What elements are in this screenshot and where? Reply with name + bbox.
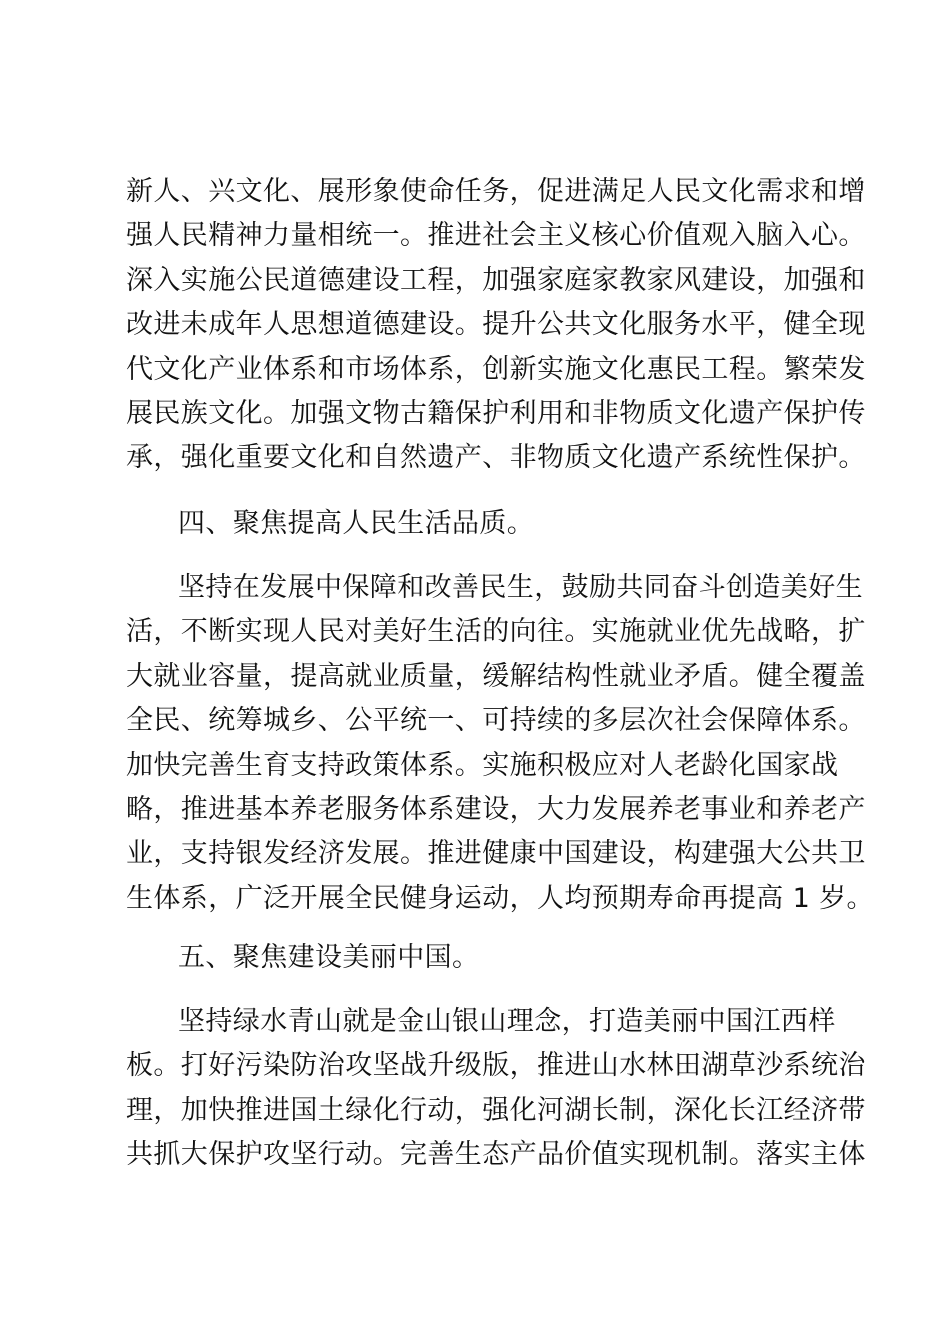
paragraph-culture	[126, 170, 866, 481]
paragraph-line: 共抓大保护攻坚行动。完善生态产品价值实现机制。落实主体	[126, 1139, 866, 1171]
paragraph-line: 活，不断实现人民对美好生活的向往。实施就业优先战略，扩	[126, 616, 866, 648]
paragraph-line: 展民族文化。加强文物古籍保护利用和非物质文化遗产保护传	[126, 397, 866, 429]
paragraph-line: 生体系，广泛开展全民健身运动，人均预期寿命再提高 1 岁。	[126, 882, 874, 914]
paragraph-livelihood	[126, 566, 874, 921]
paragraph-line: 坚持绿水青山就是金山银山理念，打造美丽中国江西样	[178, 1006, 836, 1037]
paragraph-line: 深入实施公民道德建设工程，加强家庭家教家风建设，加强和	[126, 264, 866, 296]
paragraph-line: 加快完善生育支持政策体系。实施积极应对人老龄化国家战	[126, 749, 839, 781]
paragraph-line: 板。打好污染防治攻坚战升级版，推进山水林田湖草沙系统治	[126, 1050, 866, 1082]
paragraph-ecology	[126, 1000, 866, 1178]
section-heading-5: 五、聚焦建设美丽中国。	[178, 942, 480, 973]
section-heading-4: 四、聚焦提高人民生活品质。	[178, 508, 535, 539]
paragraph-line: 大就业容量，提高就业质量，缓解结构性就业矛盾。健全覆盖	[126, 660, 866, 692]
paragraph-line: 理，加快推进国土绿化行动，强化河湖长制，深化长江经济带	[126, 1094, 866, 1126]
paragraph-line: 承，强化重要文化和自然遗产、非物质文化遗产系统性保护。	[126, 442, 866, 474]
paragraph-line: 代文化产业体系和市场体系，创新实施文化惠民工程。繁荣发	[126, 353, 866, 385]
paragraph-line: 业，支持银发经济发展。推进健康中国建设，构建强大公共卫	[126, 838, 866, 870]
paragraph-line: 坚持在发展中保障和改善民生，鼓励共同奋斗创造美好生	[178, 572, 863, 603]
paragraph-line: 改进未成年人思想道德建设。提升公共文化服务水平，健全现	[126, 309, 866, 341]
paragraph-line: 全民、统筹城乡、公平统一、可持续的多层次社会保障体系。	[126, 705, 866, 737]
paragraph-line: 新人、兴文化、展形象使命任务，促进满足人民文化需求和增	[126, 176, 866, 207]
paragraph-line: 略，推进基本养老服务体系建设，大力发展养老事业和养老产	[126, 793, 866, 825]
paragraph-line: 强人民精神力量相统一。推进社会主义核心价值观入脑入心。	[126, 220, 866, 252]
